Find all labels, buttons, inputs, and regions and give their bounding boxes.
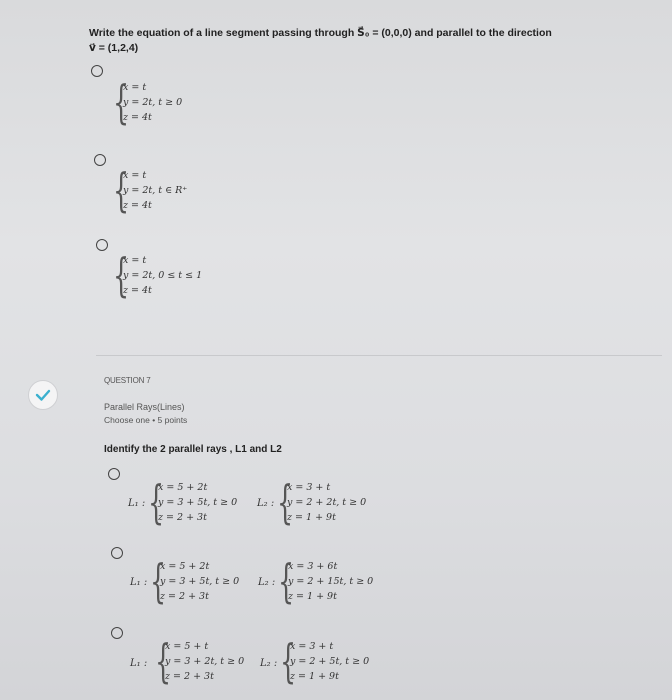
- q6-option-b-row: y = 2t, t ∈ R⁺: [123, 185, 188, 196]
- q7-option-b-radio[interactable]: [111, 547, 123, 559]
- q7-option-c-l1-label: L₁ :: [130, 658, 148, 669]
- q7-option-c-l2-system: [280, 634, 400, 688]
- brace-icon: {: [278, 554, 295, 608]
- brace-icon: {: [277, 475, 294, 529]
- q6-option-b-system: [113, 163, 253, 217]
- q6-option-c-radio[interactable]: [96, 239, 108, 251]
- brace-icon: {: [148, 475, 165, 529]
- q7-option-a-l2-system: [277, 475, 397, 529]
- q6-option-b-radio[interactable]: [94, 154, 106, 166]
- q7-option-c-l1-row: z = 2 + 3t: [165, 671, 214, 682]
- q7-option-c-l1-row: y = 3 + 2t, t ≥ 0: [165, 656, 245, 667]
- q7-option-b-l1-row: z = 2 + 3t: [160, 591, 209, 602]
- q6-option-a-row: y = 2t, t ≥ 0: [123, 97, 183, 108]
- question-6-prompt-line2: v⃗ = (1,2,4): [89, 42, 139, 54]
- q7-option-a-l1-row: y = 3 + 5t, t ≥ 0: [158, 497, 238, 508]
- q7-option-a-l1-row: x = 5 + 2t: [158, 482, 208, 493]
- q7-option-b-l2-system: [278, 554, 398, 608]
- q6-option-b-row: z = 4t: [123, 200, 152, 211]
- brace-icon: {: [150, 554, 167, 608]
- brace-icon: {: [155, 634, 172, 688]
- q7-option-a-l2-row: x = 3 + t: [287, 482, 331, 493]
- q7-option-c-l2-row: x = 3 + t: [290, 641, 334, 652]
- q6-option-c-system: [113, 248, 273, 302]
- q7-option-b-l1-system: [150, 554, 270, 608]
- question-7-number: QUESTION 7: [104, 376, 151, 385]
- q7-option-a-l1-label: L₁ :: [128, 498, 146, 509]
- answered-status: [28, 380, 58, 410]
- question-7-prompt: Identify the 2 parallel rays , L1 and L2: [104, 444, 282, 455]
- question-7-title: Parallel Rays(Lines): [104, 402, 185, 412]
- checkmark-icon: [29, 381, 57, 409]
- q7-option-b-l2-row: z = 1 + 9t: [288, 591, 337, 602]
- q7-option-a-l2-row: y = 2 + 2t, t ≥ 0: [287, 497, 367, 508]
- q7-option-b-l1-row: x = 5 + 2t: [160, 561, 210, 572]
- q7-option-b-l1-label: L₁ :: [130, 577, 148, 588]
- q7-option-b-l1-row: y = 3 + 5t, t ≥ 0: [160, 576, 240, 587]
- question-6-prompt-line1: Write the equation of a line segment passing through S⃗₀ = (0,0,0) and parallel to the direction: [89, 27, 552, 39]
- brace-icon: {: [113, 75, 130, 129]
- q6-option-a-system: [113, 75, 253, 129]
- q6-option-c-row: y = 2t, 0 ≤ t ≤ 1: [123, 270, 203, 281]
- q6-option-c-row: x = t: [123, 255, 147, 266]
- brace-icon: {: [280, 634, 297, 688]
- q7-option-c-l1-row: x = 5 + t: [165, 641, 209, 652]
- q7-option-a-l2-label: L₂ :: [257, 498, 275, 509]
- q6-option-a-row: x = t: [123, 82, 147, 93]
- section-divider: [96, 355, 662, 356]
- brace-icon: {: [113, 163, 130, 217]
- q7-option-c-l2-row: z = 1 + 9t: [290, 671, 339, 682]
- q6-option-b-row: x = t: [123, 170, 147, 181]
- q7-option-b-l2-row: x = 3 + 6t: [288, 561, 338, 572]
- q7-option-a-l1-system: [148, 475, 268, 529]
- q7-option-c-l2-label: L₂ :: [260, 658, 278, 669]
- q7-option-b-l2-row: y = 2 + 15t, t ≥ 0: [288, 576, 374, 587]
- q7-option-c-radio[interactable]: [111, 627, 123, 639]
- q6-option-a-radio[interactable]: [91, 65, 103, 77]
- q7-option-b-l2-label: L₂ :: [258, 577, 276, 588]
- q7-option-a-l1-row: z = 2 + 3t: [158, 512, 207, 523]
- q7-option-c-l2-row: y = 2 + 5t, t ≥ 0: [290, 656, 370, 667]
- q6-option-a-row: z = 4t: [123, 112, 152, 123]
- q7-option-c-l1-system: [155, 634, 278, 688]
- q7-option-a-radio[interactable]: [108, 468, 120, 480]
- brace-icon: {: [113, 248, 130, 302]
- q7-option-a-l2-row: z = 1 + 9t: [287, 512, 336, 523]
- question-7-meta: Choose one • 5 points: [104, 415, 188, 425]
- q6-option-c-row: z = 4t: [123, 285, 152, 296]
